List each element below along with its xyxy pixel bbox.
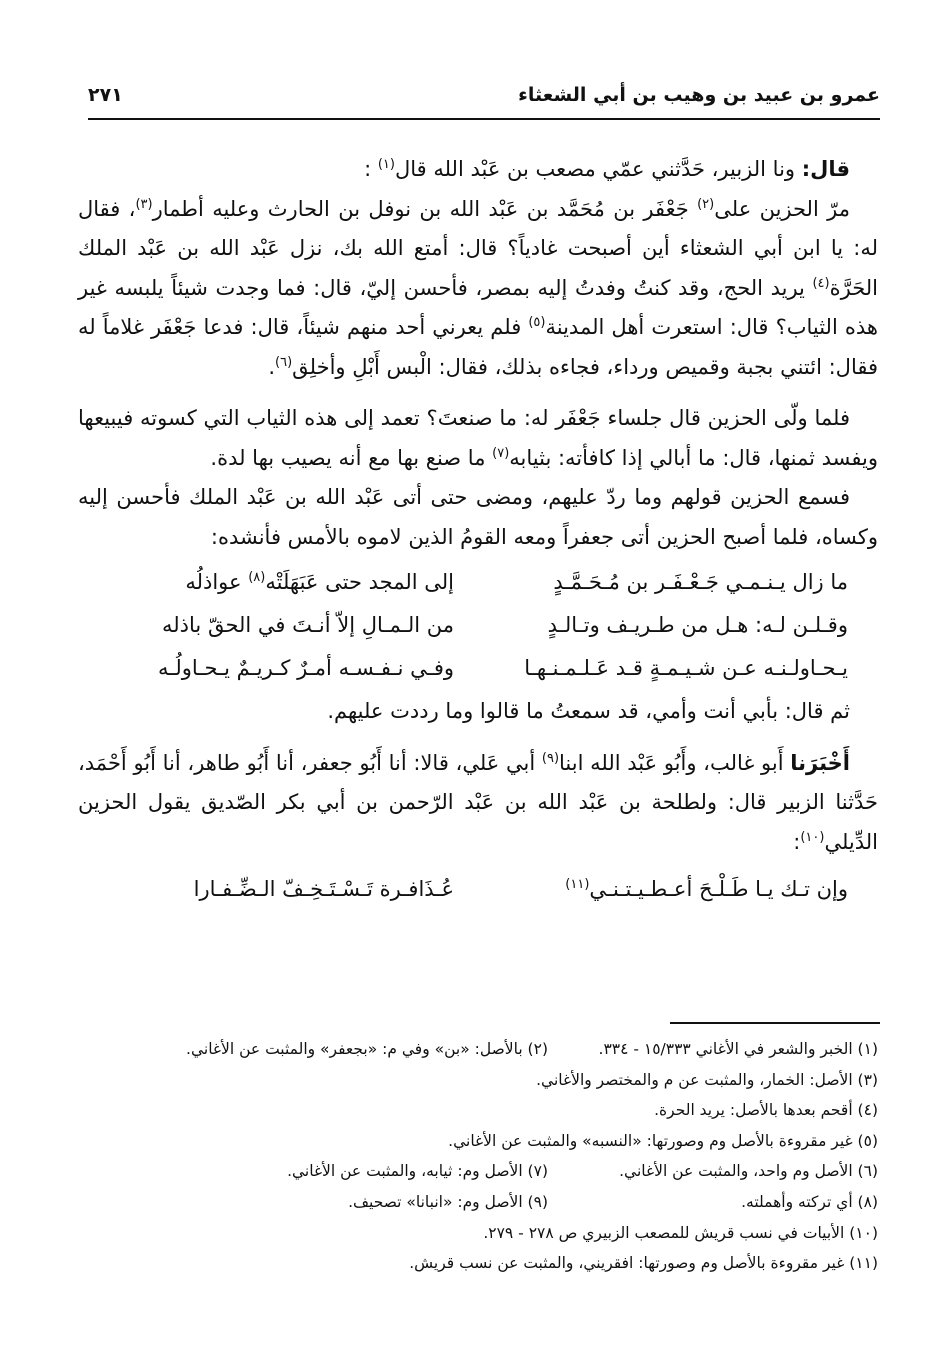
- footnote-ref-4[interactable]: (٤): [812, 275, 830, 291]
- page-number: ٢٧١: [88, 84, 123, 106]
- verse-line-final: [78, 868, 878, 911]
- footnote-8: (٨) أي تركته وأهملته.: [741, 1192, 878, 1211]
- main-text: [78, 150, 878, 911]
- paragraph-6-part-a: أَبو غالب، وأَبُو عَبْد الله ابنا: [559, 750, 791, 775]
- poem: [78, 561, 878, 690]
- paragraph-1-end: :: [364, 157, 372, 181]
- footnote-7: (٧) الأصل وم: ثيابه، والمثبت عن الأغاني.: [287, 1162, 548, 1181]
- footnote-2: (٢) بالأصل: «بن» وفي م: «بجعفر» والمثبت عن الأغاني.: [186, 1040, 548, 1058]
- paragraph-6: [78, 744, 878, 863]
- paragraph-6-lead: أَخْبَرَنا: [790, 750, 850, 775]
- paragraph-2-part-e: فلم يعرني أحد منهم شيئاً، قال: فدعا جَعْفَر غلاماً له فقال: ائتني بجبة وقميص ورداء، فجاءه بذلك، فقال: الْبس أَبْلِ وأخلِق: [78, 315, 878, 379]
- paragraph-2: [78, 190, 878, 388]
- verse-line: [78, 647, 878, 690]
- footnote-row: [88, 1187, 878, 1218]
- footnote-ref-6[interactable]: (٦): [275, 354, 293, 370]
- footnote-row: [88, 1065, 878, 1096]
- footnote-ref-7[interactable]: (٧): [492, 445, 510, 461]
- paragraph-3-part-b: ما صنع بها مع أنه يصيب بها لدة.: [210, 445, 493, 470]
- paragraph-2-end: .: [268, 354, 275, 379]
- footnote-ref-9[interactable]: (٩): [541, 750, 560, 766]
- footnote-row: [88, 1156, 878, 1187]
- paragraph-2-part-a: مرّ الحزين على: [714, 196, 850, 221]
- verse-second-hemistich: من الـمـالِ إلاّ أنـتَ في الحقّ باذله: [162, 612, 454, 637]
- verse-second-hemistich-text: إلى المجد حتى عَبَهَلَتْه: [265, 569, 454, 594]
- footnote-11: (١١) غير مقروءة بالأصل وم وصورتها: افقريني، والمثبت عن نسب قريش.: [409, 1254, 878, 1273]
- footnote-6: (٦) الأصل وم واحد، والمثبت عن الأغاني.: [619, 1162, 878, 1181]
- verse-line: [78, 561, 878, 604]
- footnote-row: [88, 1126, 878, 1157]
- footnote-4: (٤) أقحم بعدها بالأصل: يريد الحرة.: [654, 1101, 878, 1120]
- paragraph-6-end: :: [793, 829, 801, 854]
- verse-second-hemistich-end: عواذلُه: [185, 569, 249, 594]
- paragraph-2-part-c: ، فقال له: يا ابن أبي الشعثاء أين أصبحت غادياً؟ قال: أمتع الله بك، نزل عَبْد الله بن عَبْد الملك الحَرَّة: [78, 196, 878, 300]
- verse-first-hemistich: [502, 870, 878, 910]
- footnote-10: (١٠) الأبيات في نسب قريش للمصعب الزبيري ص ٢٧٨ - ٢٧٩.: [483, 1223, 878, 1242]
- footnotes: [88, 1034, 878, 1279]
- footnote-row: [88, 1095, 878, 1126]
- verse-second-hemistich: عُـذَافـرة تَـسْـتَـخِـفّ الـضِّـفـارا: [193, 876, 454, 901]
- footnote-9: (٩) الأصل وم: «انبانا» تصحيف.: [348, 1192, 548, 1211]
- footnote-ref-5[interactable]: (٥): [528, 315, 546, 330]
- footnote-ref-11[interactable]: (١١): [565, 876, 590, 892]
- footnote-ref-10[interactable]: (١٠): [800, 829, 825, 845]
- verse-first-hemistich: يـحـاولـنـه عـن شـيـمـةٍ قـد عَـلـمـنـهـا: [524, 655, 848, 680]
- paragraph-2-part-d: يريد الحج، وقد كنتُ وفدتُ إليه بمصر، فأحسن إليّ، قال: فما وجدت شيئاً يلبسه غير هذه الثياب؟ قال: استعرت أهل المدينة: [78, 275, 878, 339]
- footnote-3: (٣) الأصل: الخمار، والمثبت عن م والمختصر والأغاني.: [536, 1070, 878, 1089]
- footnote-1: (١) الخبر والشعر في الأغاني ١٥/٣٣٣ - ٣٣٤.: [598, 1040, 878, 1058]
- verse-second-hemistich: وفـي نـفـسـه أمـرٌ كـريـمٌ يـحـاولُـه: [157, 655, 454, 680]
- footnote-ref-3[interactable]: (٣): [135, 196, 153, 212]
- paragraph-5: ثم قال: بأبي أنت وأمي، قد سمعتُ ما قالوا وما رددت عليهم.: [327, 699, 850, 723]
- running-title: عمرو بن عبيد بن وهيب بن أبي الشعثاء: [518, 84, 880, 106]
- paragraph-2-part-b: جَعْفَر بن مُحَمَّد بن عَبْد الله بن نوفل بن الحارث وعليه أطمار: [152, 196, 698, 221]
- paragraph-6-part-b: أبي عَلي، قالا: أنا أَبُو جعفر، أنا أَبُو طاهر، أنا أَبُو أَحْمَد، حَدَّثنا الزبير قال: ولطلحة بن عَبْد الله بن عَبْد الرّحمن بن أبي بكر الصّديق يقول الحزين الدِّيلي: [78, 750, 878, 854]
- paragraph-3-part-a: فلما ولّى الحزين قال جلساء جَعْفَر له: ما صنعتَ؟ تعمد إلى هذه الثياب التي كسوته فيبيعها ويفسد ثمنها، قال: ما أبالي إذا كافأته: بثيابه: [78, 406, 878, 470]
- footnote-5: (٥) غير مقروءة بالأصل وم وصورتها: «النسبه» والمثبت عن الأغاني.: [448, 1131, 878, 1150]
- verse-first-hemistich: وقـلـن لـه: هـل من طـريـف وتـالـدٍ: [547, 612, 848, 637]
- footnote-row: [88, 1218, 878, 1249]
- verse-second-hemistich: [78, 563, 454, 603]
- footnote-ref-8[interactable]: (٨): [248, 569, 266, 585]
- verse-first-hemistich-text: وإن تـك يـا طَـلْـحَ أعـطـيـتـنـي: [589, 876, 848, 901]
- verse-first-hemistich: ما زال يـنـمـي جَـعْـفَـر بن مُـحَـمَّـدٍ: [553, 569, 848, 594]
- footnote-separator: [670, 1022, 880, 1024]
- paragraph-3: [78, 399, 878, 478]
- paragraph-1: [78, 150, 878, 190]
- footnote-row: [88, 1248, 878, 1279]
- paragraph-4: فسمع الحزين قولهم وما ردّ عليهم، ومضى حتى أتى عَبْد الله بن عَبْد الملك فأحسن إليه وكساه، فلما أصبح الحزين أتى جعفراً ومعه القومُ الذين لاموه بالأمس فأنشده:: [78, 485, 878, 549]
- running-header: [88, 82, 880, 120]
- footnote-row: [88, 1034, 878, 1065]
- paragraph-1-text: ونا الزبير، حَدَّثني عمّي مصعب بن عَبْد الله قال: [394, 157, 802, 181]
- verse-line: [78, 604, 878, 647]
- footnote-ref-1[interactable]: (١): [377, 157, 395, 172]
- paragraph-1-lead: قال:: [801, 157, 850, 181]
- footnote-ref-2[interactable]: (٢): [697, 196, 715, 212]
